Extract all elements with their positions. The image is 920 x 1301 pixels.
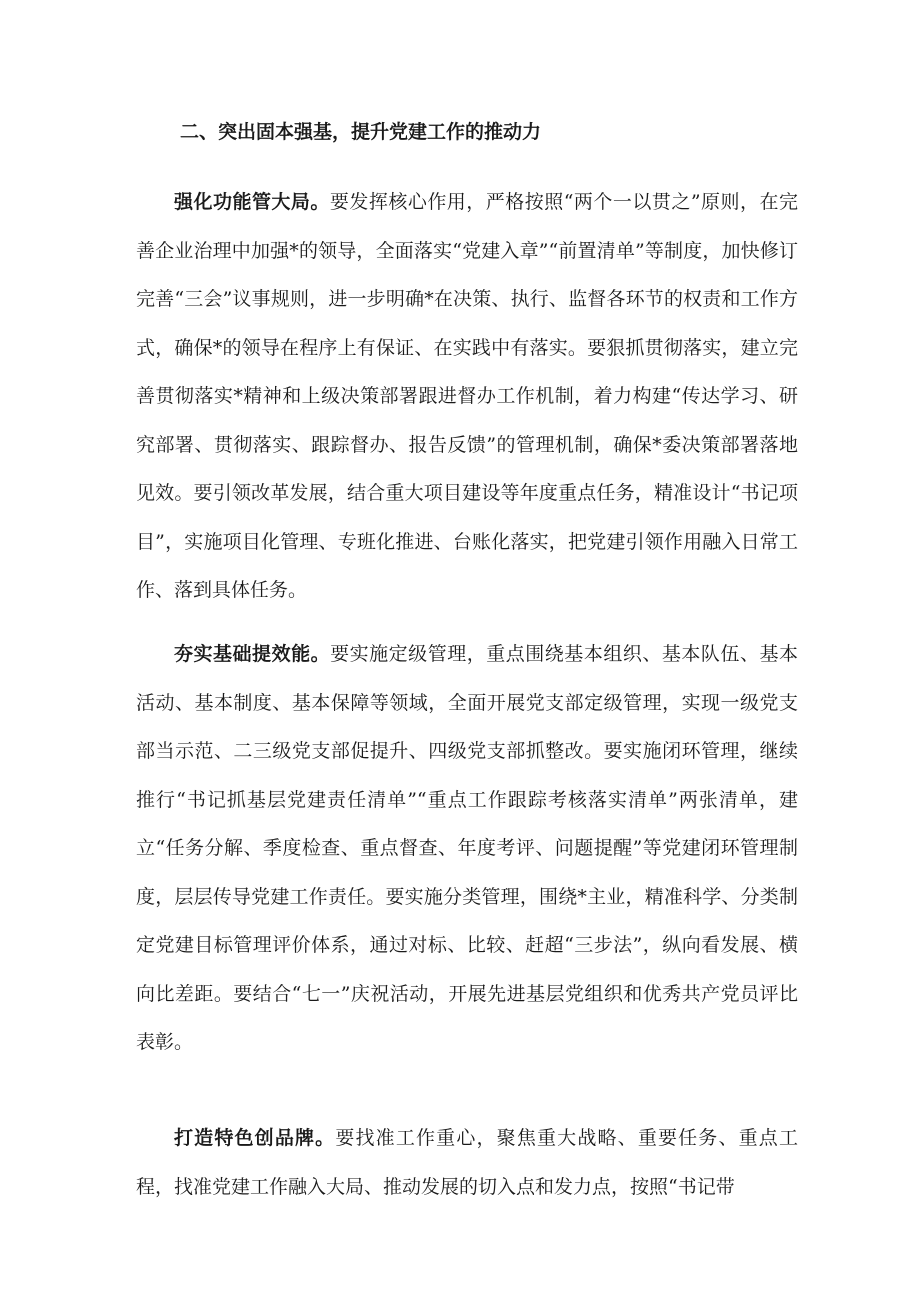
paragraph-lead: 强化功能管大局。 — [174, 191, 330, 213]
paragraph-body: 要实施定级管理，重点围绕基本组织、基本队伍、基本活动、基本制度、基本保障等领域，全面开展党支部定级管理，实现一级党支部当示范、二三级党支部促提升、四级党支部抓整改。要实施闭环管理，继续推行“书记抓基层党建责任清单”“重点工作跟踪考核落实清单”两张清单，建立“任务分解、季度检查、重点督查、年度考评、问题提醒”等党建闭环管理制度，层层传导党建工作责任。要实施分类管理，围绕*主业，精准科学、分类制定党建目标管理评价体系，通过对标、比较、赶超“三步法”，纵向看发展、横向比差距。要结合“七一”庆祝活动，开展先进基层党组织和优秀共产党员评比表彰。 — [136, 643, 798, 1053]
paragraph — [136, 1114, 798, 1211]
paragraph-body: 要发挥核心作用，严格按照“两个一以贯之”原则，在完善企业治理中加强*的领导，全面落实“党建入章”“前置清单”等制度，加快修订完善“三会”议事规则，进一步明确*在决策、执行、监督各环节的权责和工作方式，确保*的领导在程序上有保证、在实践中有落实。要狠抓贯彻落实，建立完善贯彻落实*精神和上级决策部署跟进督办工作机制，着力构建“传达学习、研究部署、贯彻落实、跟踪督办、报告反馈”的管理机制，确保*委决策部署落地见效。要引领改革发展，结合重大项目建设等年度重点任务，精准设计“书记项目”，实施项目化管理、专班化推进、台账化落实，把党建引领作用融入日常工作、落到具体任务。 — [136, 191, 798, 601]
paragraph — [136, 178, 798, 615]
paragraph — [136, 630, 798, 1067]
paragraph-lead: 夯实基础提效能。 — [174, 643, 331, 665]
paragraph-body: 要找准工作重心，聚焦重大战略、重要任务、重点工程，找准党建工作融入大局、推动发展的切入点和发力点，按照“书记带 — [136, 1127, 798, 1198]
paragraph-lead: 打造特色创品牌。 — [174, 1127, 336, 1149]
section-heading: 二、突出固本强基，提升党建工作的推动力 — [180, 121, 542, 143]
